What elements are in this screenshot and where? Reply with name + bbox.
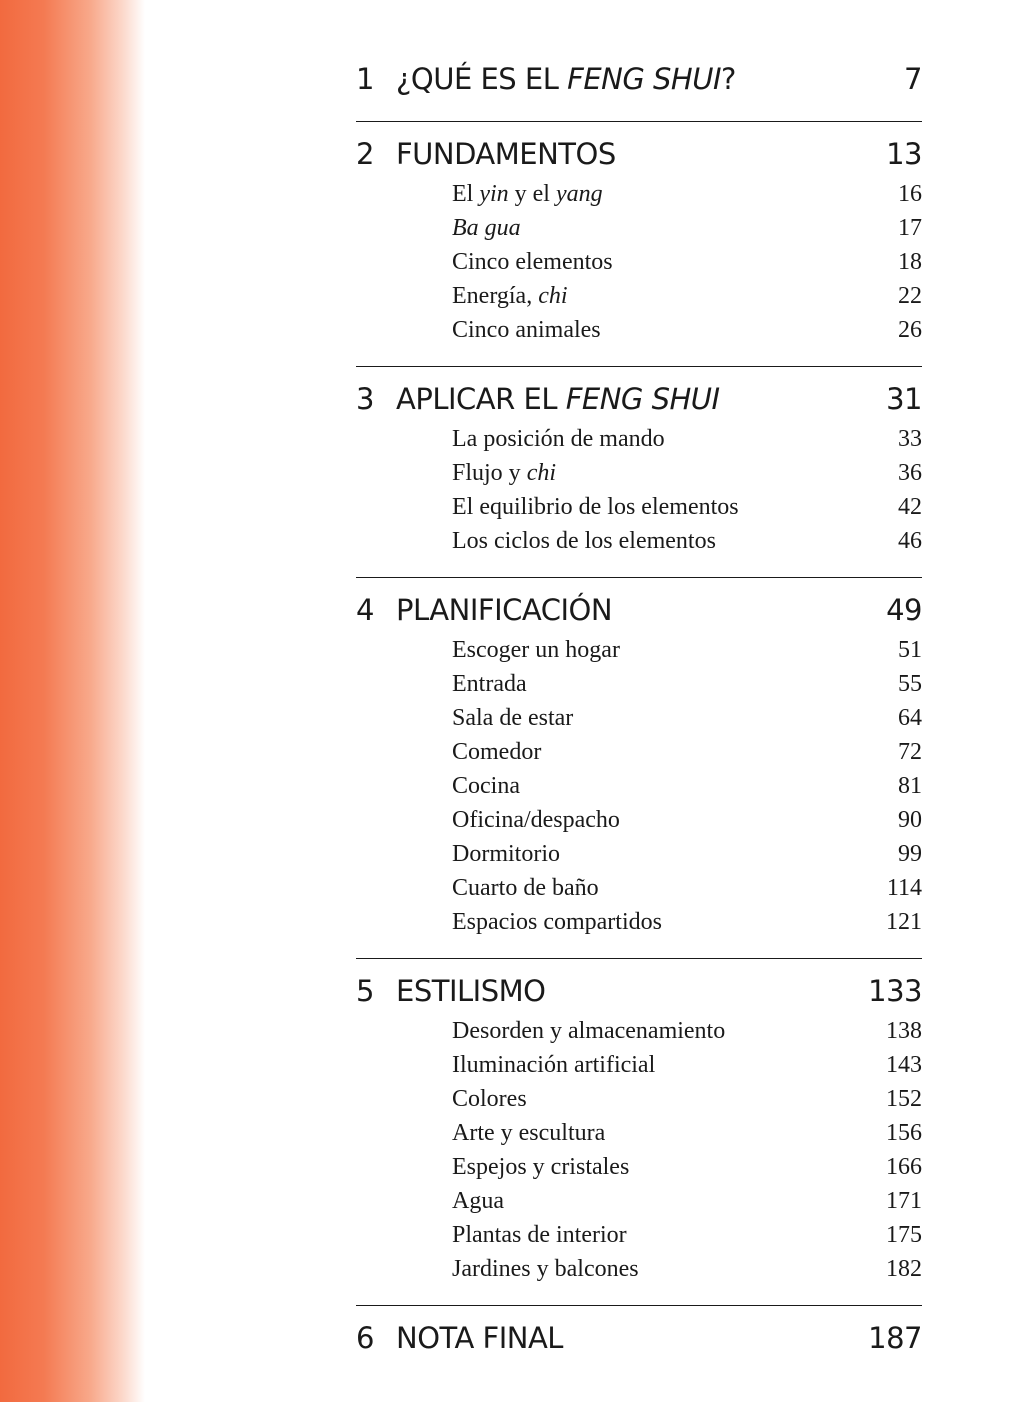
orange-gradient-band bbox=[0, 0, 145, 1402]
chapter-title bbox=[396, 382, 886, 416]
chapter-entries bbox=[356, 426, 922, 562]
entry-page-number: 175 bbox=[886, 1222, 922, 1248]
toc-entry bbox=[356, 1154, 922, 1188]
entry-title-segment: Cinco elementos bbox=[452, 249, 613, 275]
toc-entry bbox=[356, 1256, 922, 1290]
toc-entry bbox=[356, 807, 922, 841]
chapter-title bbox=[396, 974, 868, 1008]
toc-entry bbox=[356, 249, 922, 283]
entry-page-number: 33 bbox=[898, 426, 922, 452]
entry-page-number: 90 bbox=[898, 807, 922, 833]
entry-title-segment: Entrada bbox=[452, 671, 527, 697]
entry-page-number: 16 bbox=[898, 181, 922, 207]
chapter-heading bbox=[356, 382, 922, 426]
toc-entry bbox=[356, 215, 922, 249]
entry-page-number: 72 bbox=[898, 739, 922, 765]
entry-title bbox=[452, 875, 887, 902]
entry-title-segment: Cuarto de baño bbox=[452, 875, 599, 901]
entry-title-segment: Comedor bbox=[452, 739, 542, 765]
entry-page-number: 42 bbox=[898, 494, 922, 520]
entry-title bbox=[452, 249, 898, 276]
entry-title-segment: Iluminación artificial bbox=[452, 1052, 656, 1078]
chapter-heading bbox=[356, 593, 922, 637]
entry-page-number: 55 bbox=[898, 671, 922, 697]
entry-title-segment: Energía, bbox=[452, 283, 539, 309]
chapter-title-segment: PLANIFICACIÓN bbox=[396, 593, 613, 627]
toc-entry bbox=[356, 317, 922, 351]
entry-title-segment: chi bbox=[526, 460, 557, 486]
entry-title-segment: Dormitorio bbox=[452, 841, 560, 867]
toc-entry bbox=[356, 909, 922, 943]
entry-title bbox=[452, 773, 898, 800]
entry-page-number: 166 bbox=[886, 1154, 922, 1180]
chapter-page-number: 31 bbox=[886, 382, 922, 416]
entry-title-segment: y el bbox=[508, 181, 556, 207]
toc-entry bbox=[356, 494, 922, 528]
entry-page-number: 114 bbox=[886, 875, 922, 901]
toc-entry bbox=[356, 181, 922, 215]
entry-page-number: 121 bbox=[886, 909, 922, 935]
chapter-number: 2 bbox=[356, 137, 374, 171]
toc-entry bbox=[356, 1120, 922, 1154]
entry-title bbox=[452, 1086, 886, 1113]
chapter-title-segment: NOTA FINAL bbox=[396, 1321, 563, 1355]
toc-entry bbox=[356, 773, 922, 807]
entry-title-segment: Espejos y cristales bbox=[452, 1154, 630, 1180]
chapter-title bbox=[396, 137, 886, 171]
entry-title-segment: El equilibrio de los elementos bbox=[452, 494, 739, 520]
entry-title-segment: Cocina bbox=[452, 773, 520, 799]
entry-title-segment: Escoger un hogar bbox=[452, 637, 620, 663]
entry-title bbox=[452, 1256, 886, 1283]
toc-entry bbox=[356, 1018, 922, 1052]
toc-entry bbox=[356, 637, 922, 671]
chapter-title-segment: FENG SHUI bbox=[567, 62, 722, 96]
entry-page-number: 64 bbox=[898, 705, 922, 731]
entry-page-number: 17 bbox=[898, 215, 922, 241]
entry-page-number: 46 bbox=[898, 528, 922, 554]
chapter-page-number: 7 bbox=[904, 62, 922, 96]
entry-title bbox=[452, 215, 898, 242]
toc-entry bbox=[356, 1222, 922, 1256]
entry-title bbox=[452, 739, 898, 766]
chapter-page-number: 187 bbox=[868, 1321, 922, 1355]
entry-page-number: 36 bbox=[898, 460, 922, 486]
chapter-section bbox=[356, 62, 922, 122]
chapter-title bbox=[396, 1321, 868, 1355]
entry-title bbox=[452, 460, 898, 487]
entry-page-number: 26 bbox=[898, 317, 922, 343]
chapter-section bbox=[356, 137, 922, 367]
toc-entry bbox=[356, 705, 922, 739]
chapter-title-segment: ¿QUÉ ES EL bbox=[396, 62, 568, 96]
chapter-title-segment: ? bbox=[721, 62, 736, 96]
entry-title bbox=[452, 494, 898, 521]
entry-title bbox=[452, 426, 898, 453]
entry-page-number: 138 bbox=[886, 1018, 922, 1044]
entry-title-segment: yin bbox=[479, 181, 509, 207]
entry-title-segment: Ba gua bbox=[452, 215, 521, 241]
chapter-title-segment: FENG SHUI bbox=[565, 382, 720, 416]
entry-title-segment: El bbox=[452, 181, 480, 207]
entry-title bbox=[452, 1052, 886, 1079]
chapter-heading bbox=[356, 974, 922, 1018]
toc-entry bbox=[356, 671, 922, 705]
entry-title bbox=[452, 1120, 886, 1147]
chapter-number: 3 bbox=[356, 382, 374, 416]
entry-title-segment: Espacios compartidos bbox=[452, 909, 662, 935]
table-of-contents bbox=[356, 62, 922, 1395]
toc-entry bbox=[356, 460, 922, 494]
chapter-section bbox=[356, 382, 922, 578]
entry-title-segment: Plantas de interior bbox=[452, 1222, 627, 1248]
chapter-entries bbox=[356, 1018, 922, 1290]
entry-page-number: 156 bbox=[886, 1120, 922, 1146]
entry-title-segment: Arte y escultura bbox=[452, 1120, 606, 1146]
toc-entry bbox=[356, 841, 922, 875]
toc-entry bbox=[356, 1188, 922, 1222]
chapter-heading bbox=[356, 62, 922, 106]
chapter-number: 6 bbox=[356, 1321, 374, 1355]
chapter-number: 4 bbox=[356, 593, 374, 627]
toc-entry bbox=[356, 283, 922, 317]
chapter-section bbox=[356, 974, 922, 1306]
entry-page-number: 171 bbox=[886, 1188, 922, 1214]
chapter-title-segment: FUNDAMENTOS bbox=[396, 137, 616, 171]
chapter-page-number: 133 bbox=[868, 974, 922, 1008]
chapter-title-segment: ESTILISMO bbox=[396, 974, 546, 1008]
entry-title-segment: yang bbox=[555, 181, 603, 207]
entry-page-number: 51 bbox=[898, 637, 922, 663]
chapter-section bbox=[356, 1321, 922, 1380]
chapter-section bbox=[356, 593, 922, 959]
toc-entry bbox=[356, 875, 922, 909]
entry-title-segment: Colores bbox=[452, 1086, 527, 1112]
entry-title bbox=[452, 283, 898, 310]
entry-title bbox=[452, 181, 898, 208]
chapter-heading bbox=[356, 1321, 922, 1365]
entry-title bbox=[452, 317, 898, 344]
toc-entry bbox=[356, 1052, 922, 1086]
entry-title-segment: Los ciclos de los elementos bbox=[452, 528, 716, 554]
entry-title bbox=[452, 909, 886, 936]
entry-title bbox=[452, 1222, 886, 1249]
entry-title-segment: Oficina/despacho bbox=[452, 807, 620, 833]
entry-title-segment: Cinco animales bbox=[452, 317, 601, 343]
entry-title-segment: La posición de mando bbox=[452, 426, 665, 452]
chapter-title bbox=[396, 62, 904, 96]
chapter-number: 1 bbox=[356, 62, 374, 96]
entry-title bbox=[452, 671, 898, 698]
entry-title-segment: Desorden y almacenamiento bbox=[452, 1018, 726, 1044]
toc-entry bbox=[356, 1086, 922, 1120]
entry-title-segment: Agua bbox=[452, 1188, 504, 1214]
entry-title bbox=[452, 1018, 886, 1045]
entry-title-segment: Sala de estar bbox=[452, 705, 574, 731]
entry-title bbox=[452, 1188, 886, 1215]
entry-title bbox=[452, 637, 898, 664]
entry-title bbox=[452, 807, 898, 834]
entry-title-segment: Jardines y balcones bbox=[452, 1256, 639, 1282]
entry-page-number: 152 bbox=[886, 1086, 922, 1112]
entry-title bbox=[452, 1154, 886, 1181]
chapter-title bbox=[396, 593, 886, 627]
chapter-number: 5 bbox=[356, 974, 374, 1008]
toc-entry bbox=[356, 528, 922, 562]
chapter-page-number: 13 bbox=[886, 137, 922, 171]
entry-page-number: 81 bbox=[898, 773, 922, 799]
entry-page-number: 22 bbox=[898, 283, 922, 309]
entry-title bbox=[452, 705, 898, 732]
entry-page-number: 18 bbox=[898, 249, 922, 275]
toc-entry bbox=[356, 739, 922, 773]
entry-title-segment: Flujo y bbox=[452, 460, 527, 486]
chapter-heading bbox=[356, 137, 922, 181]
toc-entry bbox=[356, 426, 922, 460]
entry-page-number: 99 bbox=[898, 841, 922, 867]
chapter-title-segment: APLICAR EL bbox=[396, 382, 566, 416]
chapter-entries bbox=[356, 637, 922, 943]
entry-page-number: 143 bbox=[886, 1052, 922, 1078]
entry-page-number: 182 bbox=[886, 1256, 922, 1282]
chapter-entries bbox=[356, 181, 922, 351]
entry-title-segment: chi bbox=[538, 283, 568, 309]
chapter-page-number: 49 bbox=[886, 593, 922, 627]
entry-title bbox=[452, 528, 898, 555]
entry-title bbox=[452, 841, 898, 868]
